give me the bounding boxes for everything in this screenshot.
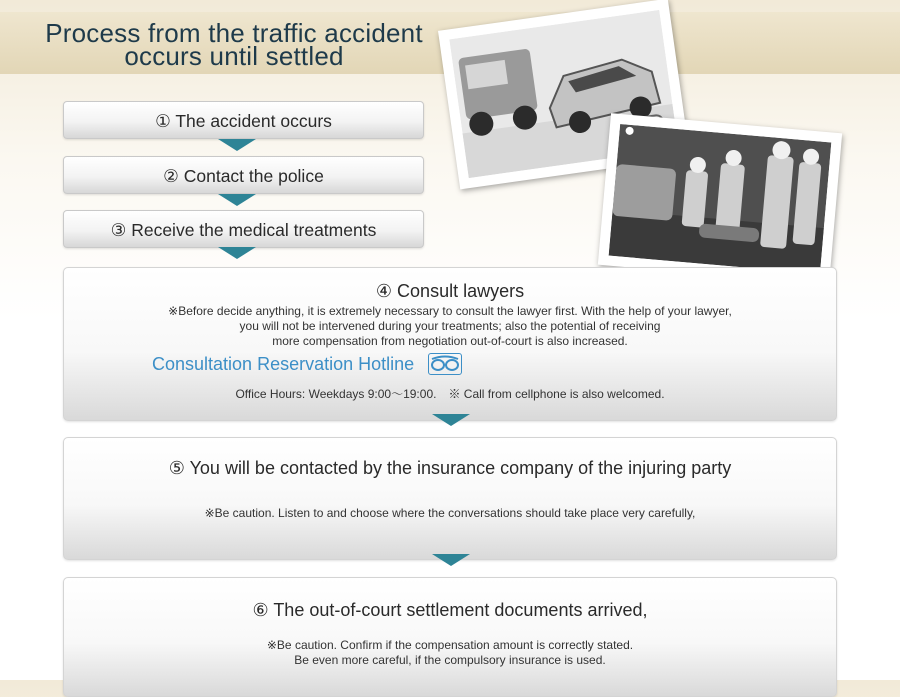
step-4-heading: ④ Consult lawyers xyxy=(375,281,525,301)
arrow-down-icon xyxy=(218,247,256,259)
step-5-box xyxy=(63,437,837,560)
step-2-box xyxy=(63,156,424,194)
freedial-icon xyxy=(428,353,462,375)
step-4-box xyxy=(63,267,837,421)
step-6-note-line: ※Be caution. Confirm if the compensation amount is correctly stated. xyxy=(266,638,634,652)
step-5-note: ※Be caution. Listen to and choose where the conversations should take place very carefully, xyxy=(204,506,696,520)
arrow-down-icon xyxy=(432,554,470,566)
step-4-note xyxy=(64,304,836,349)
page-title: Process from the traffic accident occurs until settled xyxy=(45,18,423,71)
arrow-down-icon xyxy=(432,414,470,426)
step-6-box xyxy=(63,577,837,697)
step-5-heading: ⑤ You will be contacted by the insurance company of the injuring party xyxy=(168,458,732,478)
step-3-label: ③ Receive the medical treatments xyxy=(110,220,377,240)
hotline-link[interactable]: Consultation Reservation Hotline xyxy=(152,354,415,374)
arrow-down-icon xyxy=(218,194,256,206)
step-3-box xyxy=(63,210,424,248)
step-1-label: ① The accident occurs xyxy=(155,111,332,131)
step-1-box xyxy=(63,101,424,139)
step-6-note-line: Be even more careful, if the compulsory insurance is used. xyxy=(294,653,606,667)
police-scene-photo xyxy=(598,113,842,285)
step-2-label: ② Contact the police xyxy=(163,166,324,186)
step-6-heading: ⑥ The out-of-court settlement documents arrived, xyxy=(252,600,648,620)
step-4-note-line: more compensation from negotiation out-of-court is also increased. xyxy=(272,334,628,348)
office-hours: Office Hours: Weekdays 9:00～19:00. ※ Call from cellphone is also welcomed. xyxy=(235,387,665,401)
step-4-note-line: ※Before decide anything, it is extremely necessary to consult the lawyer first. With the help of your lawyer, xyxy=(168,304,732,318)
step-6-note xyxy=(64,638,836,668)
arrow-down-icon xyxy=(218,139,256,151)
step-4-note-line: you will not be intervened during your treatments; also the potential of receiving xyxy=(239,319,661,333)
